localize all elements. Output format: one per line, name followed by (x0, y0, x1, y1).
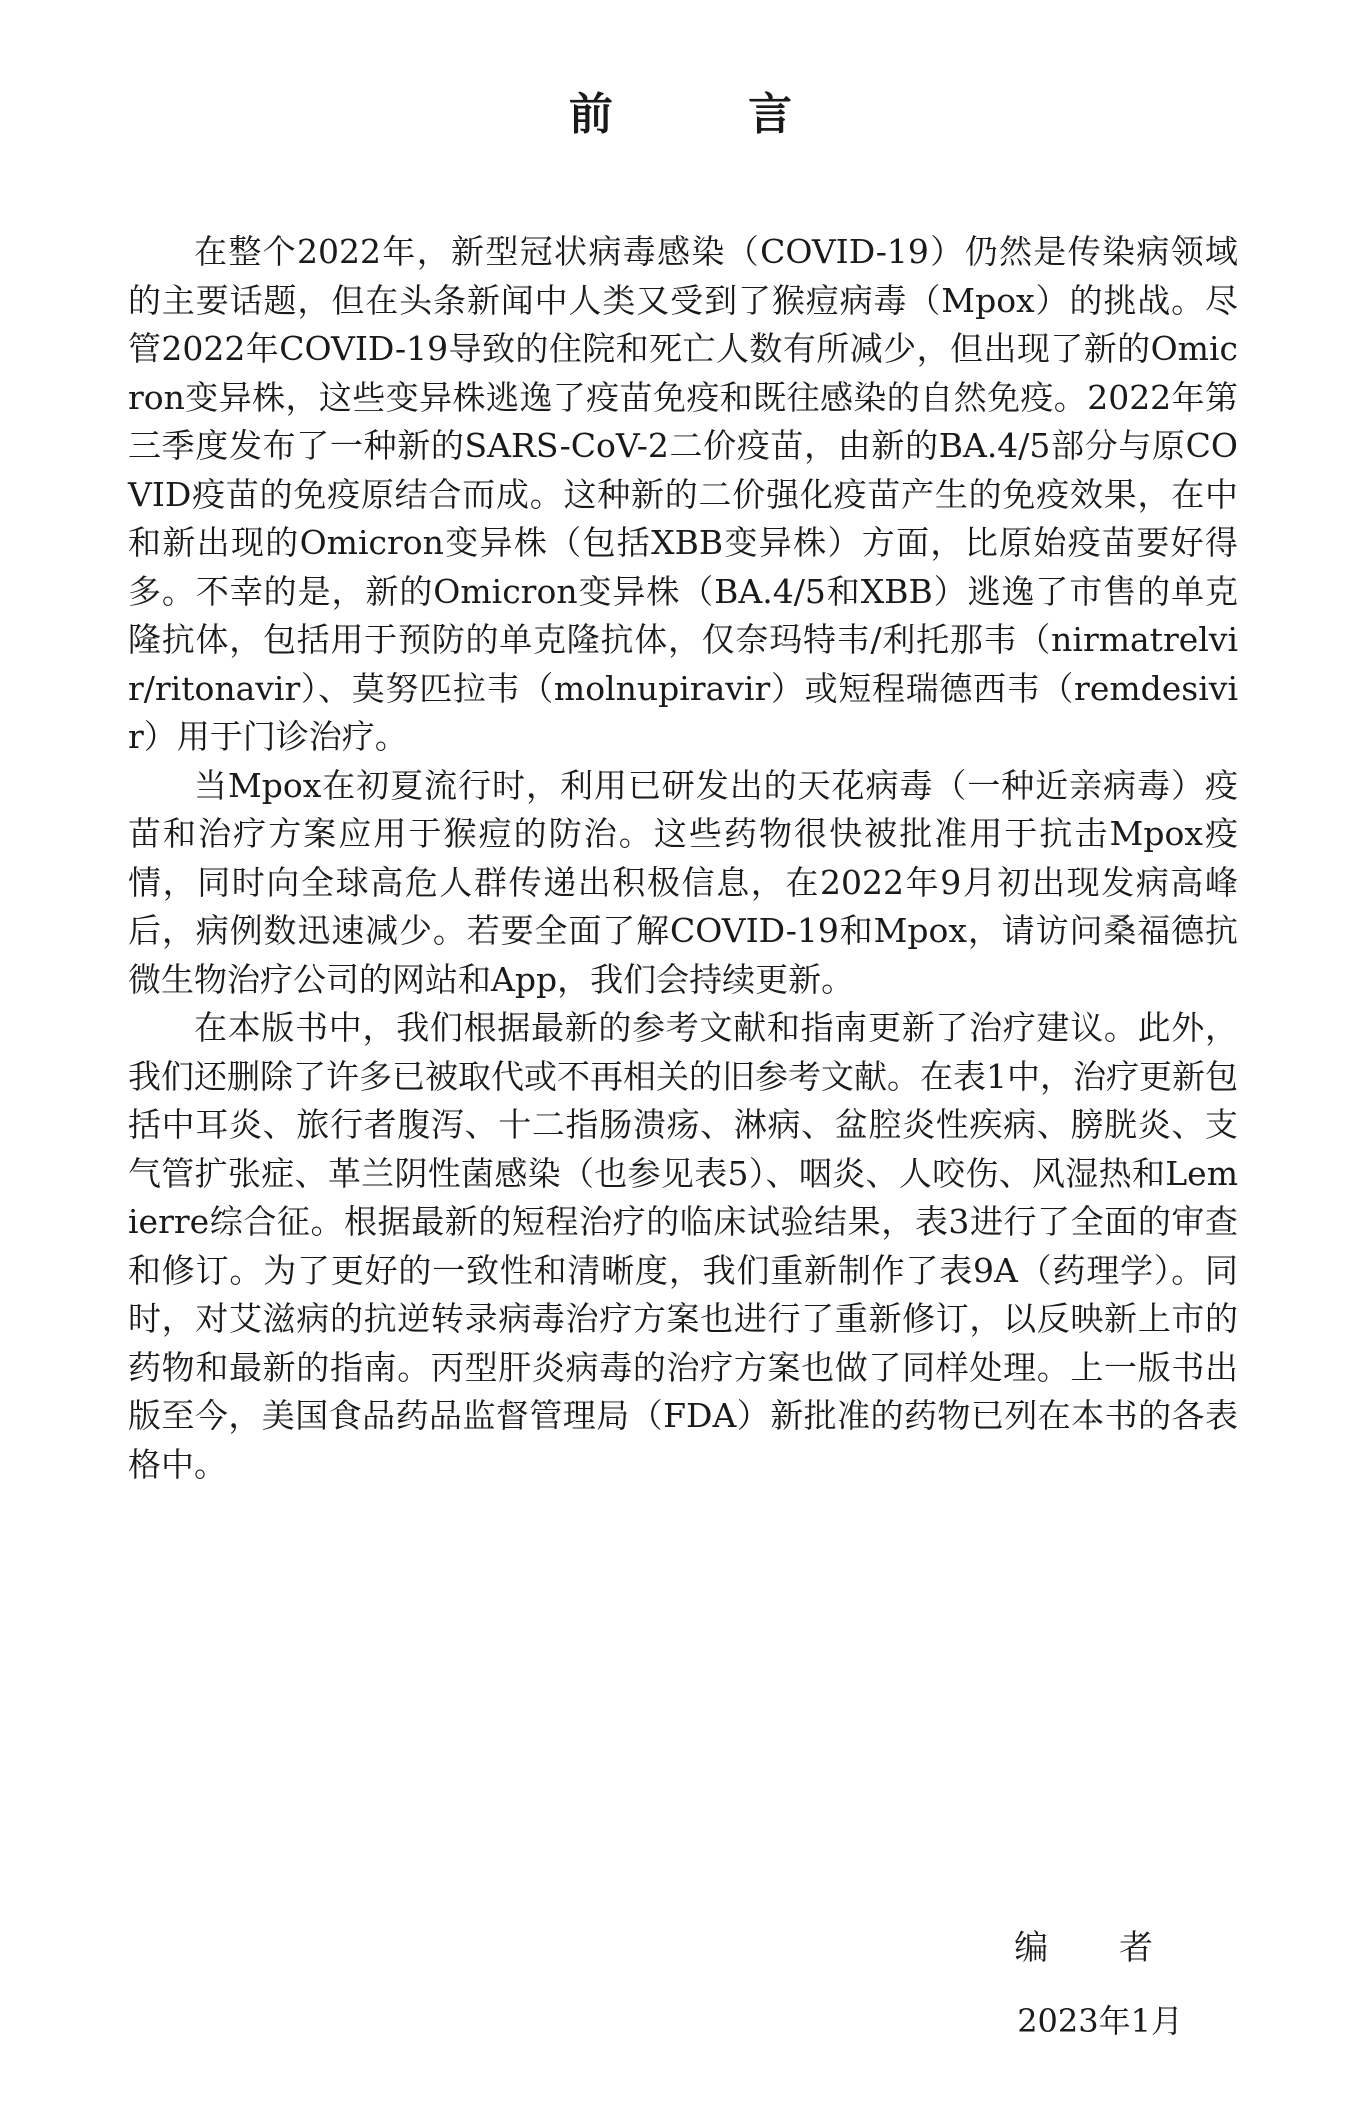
preface-body (128, 228, 1238, 1489)
paragraph-edition-updates: 在本版书中，我们根据最新的参考文献和指南更新了治疗建议。此外，我们还删除了许多已被取代或不再相关的旧参考文献。在表1中，治疗更新包括中耳炎、旅行者腹泻、十二指肠溃疡、淋病、盆腔炎性疾病、膀胱炎、支气管扩张症、革兰阴性菌感染（也参见表5）、咽炎、人咬伤、风湿热和Lemierre综合征。根据最新的短程治疗的临床试验结果，表3进行了全面的审查和修订。为了更好的一致性和清晰度，我们重新制作了表9A（药理学）。同时，对艾滋病的抗逆转录病毒治疗方案也进行了重新修订，以反映新上市的药物和最新的指南。丙型肝炎病毒的治疗方案也做了同样处理。上一版书出版至今，美国食品药品监督管理局（FDA）新批准的药物已列在本书的各表格中。 (128, 1008, 1238, 1484)
paragraph-covid: 在整个2022年，新型冠状病毒感染（COVID-19）仍然是传染病领域的主要话题，但在头条新闻中人类又受到了猴痘病毒（Mpox）的挑战。尽管2022年COVID-19导致的住院和死亡人数有所减少，但出现了新的Omicron变异株，这些变异株逃逸了疫苗免疫和既往感染的自然免疫。2022年第三季度发布了一种新的SARS-CoV-2二价疫苗，由新的BA.4/5部分与原COVID疫苗的免疫原结合而成。这种新的二价强化疫苗产生的免疫效果，在中和新出现的Omicron变异株（包括XBB变异株）方面，比原始疫苗要好得多。不幸的是，新的Omicron变异株（BA.4/5和XBB）逃逸了市售的单克隆抗体，包括用于预防的单克隆抗体，仅奈玛特韦/利托那韦（nirmatrelvir/ritonavir）、莫努匹拉韦（molnupiravir）或短程瑞德西韦（remdesivir）用于门诊治疗。 (128, 232, 1238, 756)
signature-block (1014, 1920, 1183, 1969)
paragraph-mpox: 当Mpox在初夏流行时，利用已研发出的天花病毒（一种近亲病毒）疫苗和治疗方案应用于猴痘的防治。这些药物很快被批准用于抗击Mpox疫情，同时向全球高危人群传递出积极信息，在2022年9月初出现发病高峰后，病例数迅速减少。若要全面了解COVID-19和Mpox，请访问桑福德抗微生物治疗公司的网站和App，我们会持续更新。 (128, 765, 1238, 999)
page-title: 前 言 (568, 89, 853, 140)
editor-signature: 编 者 (1014, 1928, 1183, 1968)
signature-date: 2023年1月 (1017, 2002, 1183, 2040)
